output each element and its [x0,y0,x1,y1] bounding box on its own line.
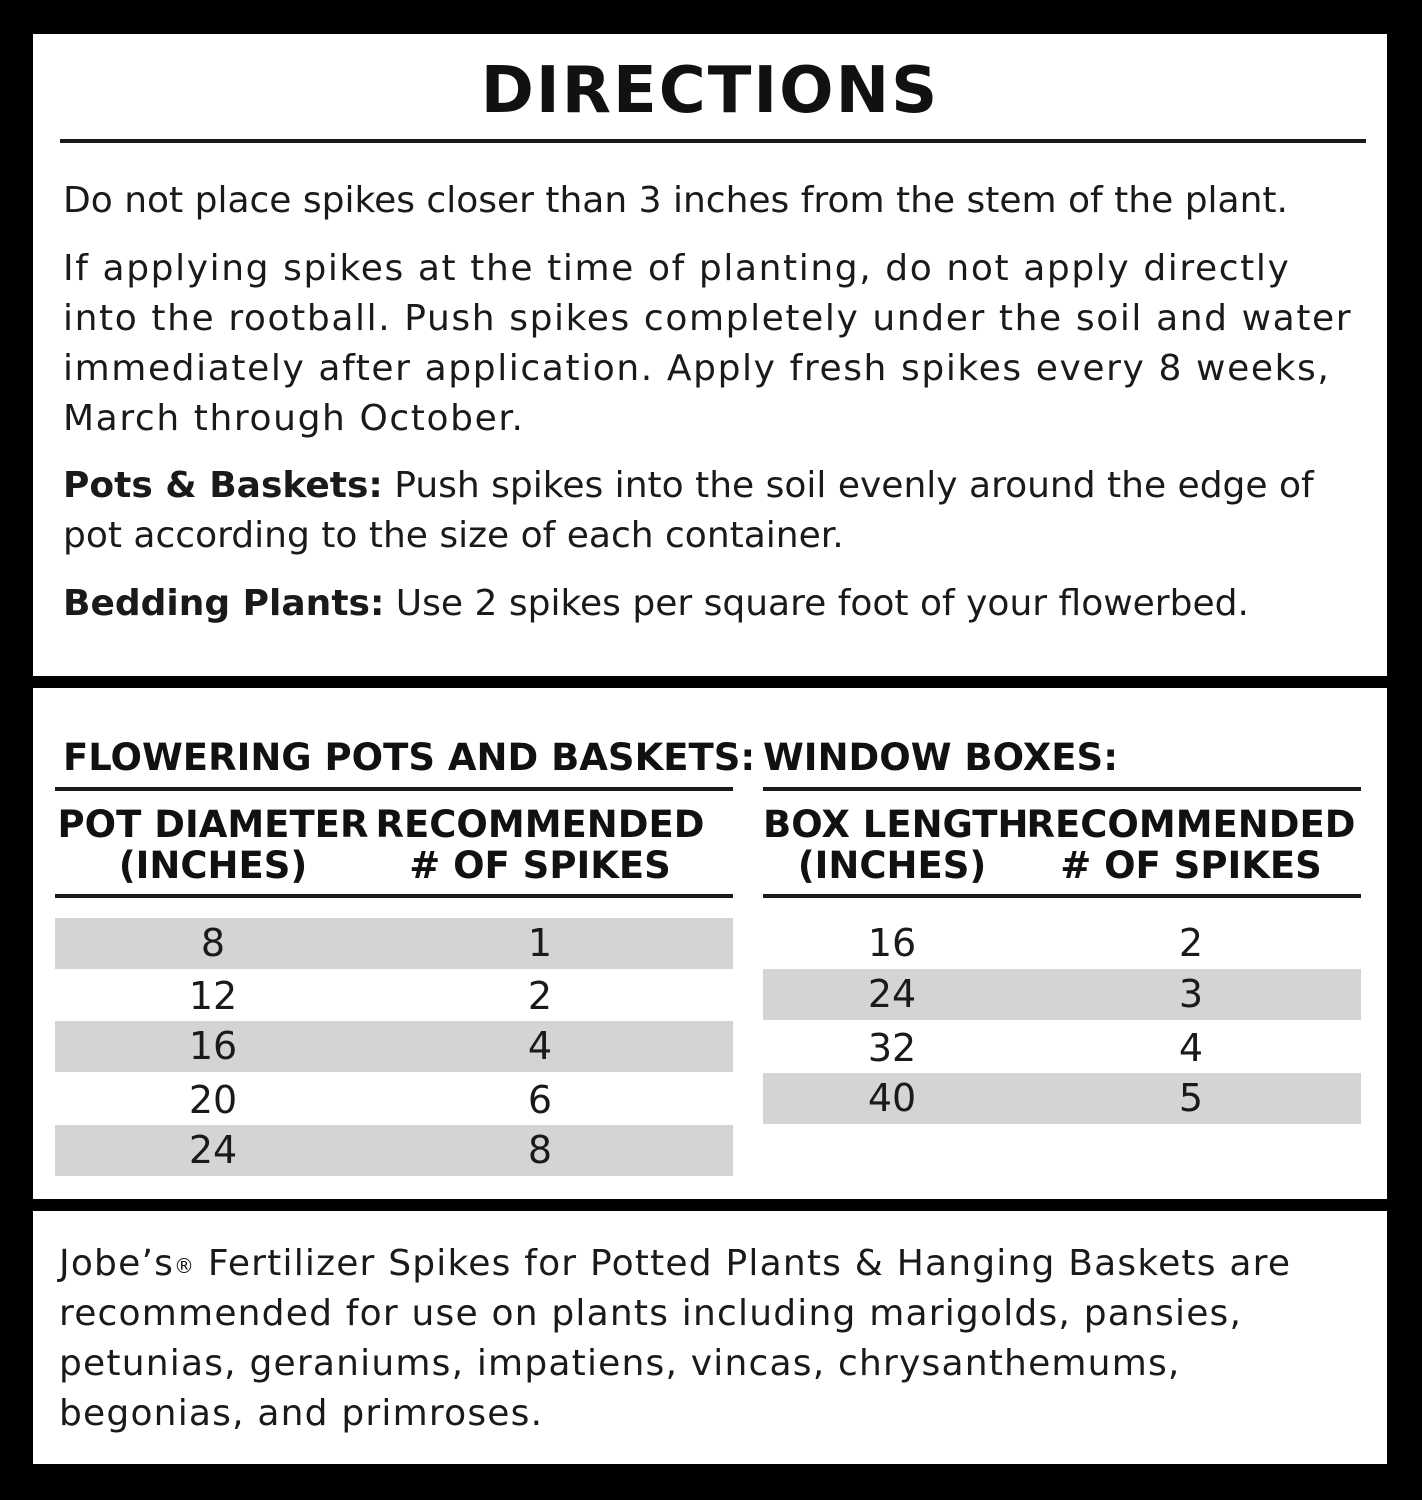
direction-spacing-text: Do not place spikes closer than 3 inches from the stem of the plant. [63,180,1288,221]
table-row [55,1021,733,1072]
pot-diameter-cell: 16 [188,1024,238,1068]
pot-spikes-cell: 4 [527,1024,553,1068]
boxes-col-length-header [763,803,1029,887]
boxes-col-length-line1: BOX LENGTH [763,803,1029,846]
directions-title: DIRECTIONS [480,54,940,128]
box-length-cell: 32 [867,1026,917,1070]
registered-mark: ® [174,1254,196,1278]
table-row [55,918,733,969]
title-divider [60,139,1366,143]
pots-table-title: FLOWERING POTS AND BASKETS: [63,736,756,779]
table-row [763,969,1361,1020]
pots-col-spikes-header [371,804,709,886]
pots-col-spikes-line2: # OF SPIKES [409,844,671,887]
box-spikes-cell: 3 [1178,972,1204,1016]
pots-baskets-body: Push spikes into the soil evenly around the edge of pot according to the size of each container. [63,465,1314,556]
footer-panel [33,1211,1387,1464]
box-spikes-cell: 5 [1178,1076,1204,1120]
pots-table-header-rule [55,894,733,898]
pots-col-diameter-line2: (INCHES) [118,844,308,887]
table-row [55,1125,733,1176]
pot-diameter-cell: 8 [200,921,226,965]
product-usage-body: Fertilizer Spikes for Potted Plants & Hanging Baskets are recommended for use on plants including marigolds, pansies, petunias, geraniums, impatiens, vincas, chrysanthemums, begonias, and primroses. [59,1243,1292,1434]
pots-col-diameter-header [55,804,371,886]
bedding-plants-label: Bedding Plants: [63,583,385,624]
boxes-col-length-line2: (INCHES) [797,844,987,887]
pots-col-diameter-line1: POT DIAMETER [57,803,369,846]
table-row [55,1075,733,1126]
directions-panel [33,34,1387,676]
tables-panel [33,688,1387,1199]
brand-name: Jobe’s [59,1243,175,1284]
box-spikes-cell: 2 [1178,921,1204,965]
boxes-table-title: WINDOW BOXES: [763,736,1118,779]
pot-spikes-cell: 1 [527,921,553,965]
pot-diameter-cell: 12 [188,974,238,1018]
pot-diameter-cell: 24 [188,1128,238,1172]
pots-col-spikes-line1: RECOMMENDED [375,803,705,846]
box-length-cell: 16 [867,921,917,965]
box-length-cell: 40 [867,1076,917,1120]
boxes-col-spikes-header [1021,804,1361,886]
direction-planting-text: If applying spikes at the time of planting, do not apply directly into the rootball. Push spikes completely under the soil and water immediately after application. Apply fresh spikes every 8 weeks, March through October. [63,248,1353,439]
pot-spikes-cell: 8 [527,1128,553,1172]
box-length-cell: 24 [867,972,917,1016]
boxes-col-spikes-line1: RECOMMENDED [1026,803,1356,846]
pot-spikes-cell: 2 [527,974,553,1018]
pot-spikes-cell: 6 [527,1078,553,1122]
direction-pots-text [63,461,1363,561]
direction-bedding-text [63,579,1363,629]
product-usage-text [59,1239,1369,1439]
table-row [763,1023,1361,1074]
table-row [763,1073,1361,1124]
boxes-col-spikes-line2: # OF SPIKES [1060,844,1322,887]
boxes-table-top-rule [763,787,1361,791]
bedding-plants-body: Use 2 spikes per square foot of your flowerbed. [384,583,1249,624]
boxes-table-header-rule [763,894,1361,898]
table-row [763,918,1361,969]
table-row [55,971,733,1022]
pots-baskets-label: Pots & Baskets: [63,465,383,506]
box-spikes-cell: 4 [1178,1026,1204,1070]
pots-table-top-rule [55,787,733,791]
pot-diameter-cell: 20 [188,1078,238,1122]
